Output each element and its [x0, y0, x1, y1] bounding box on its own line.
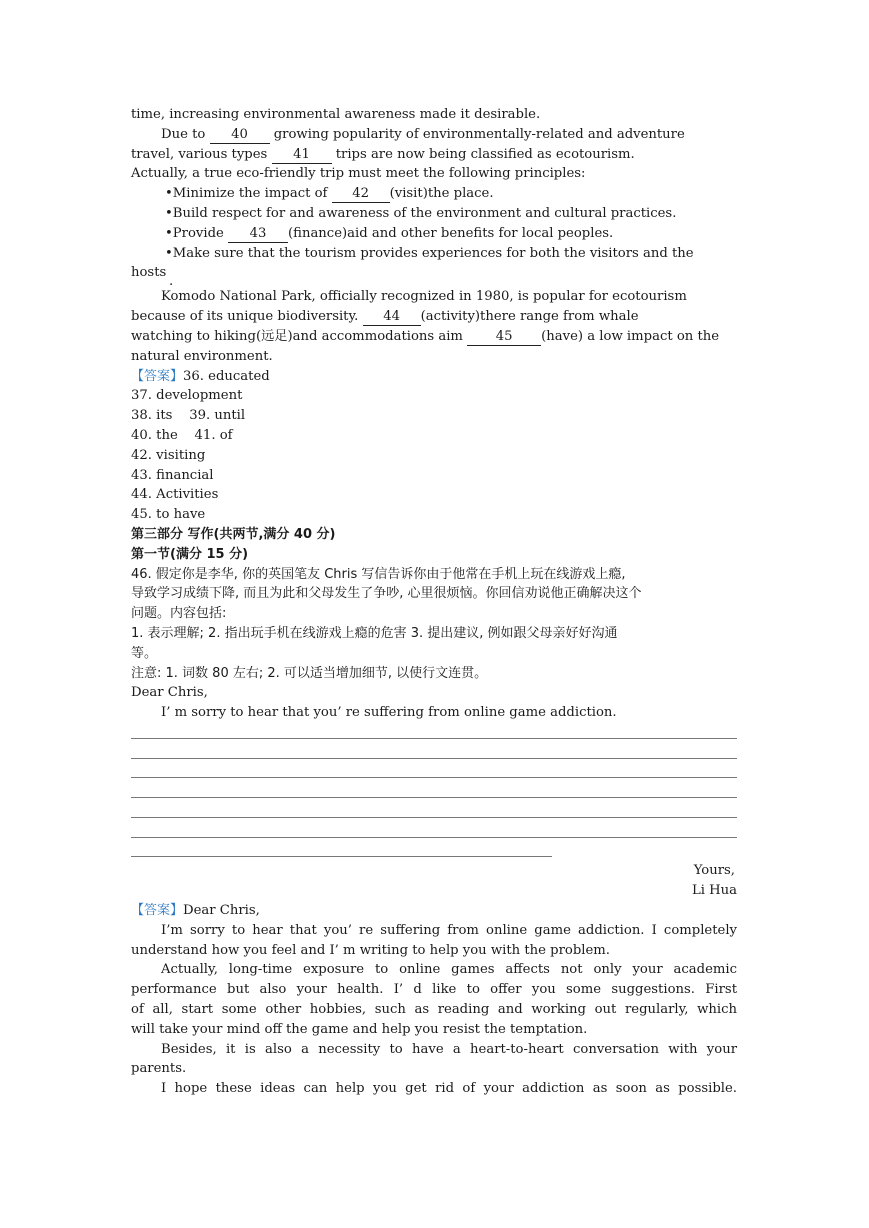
- answer-line: I’m sorry to hear that you’ re suffering from online game addiction. I completely: [161, 922, 737, 938]
- blank-43: 43: [228, 226, 288, 243]
- answer-line: will take your mind off the game and help you resist the temptation.: [131, 1021, 588, 1037]
- passage-dot: .: [169, 274, 174, 290]
- passage-line: travel, various types 41 trips are now being classified as ecotourism.: [131, 146, 635, 162]
- passage-line: watching to hiking(远足)and accommodations aim 45 (have) a low impact on the: [131, 328, 720, 344]
- principle-item: •Build respect for and awareness of the environment and cultural practices.: [165, 205, 677, 221]
- question-line: 46. 假定你是李华, 你的英国笔友 Chris 写信告诉你由于他常在手机上玩在线游戏上瘾,: [131, 566, 626, 582]
- answer-line: performance but also your health. I’ d like to offer you some suggestions. First: [131, 982, 737, 998]
- blank-40: 40: [210, 127, 270, 144]
- passage-line: Komodo National Park, officially recognized in 1980, is popular for ecotourism: [161, 289, 687, 305]
- answer-line: parents.: [131, 1061, 187, 1077]
- answer-tag: 【答案】: [131, 368, 184, 384]
- answer-line: 40. the 41. of: [131, 427, 233, 443]
- subsection-heading: 第一节(满分 15 分): [131, 546, 249, 562]
- answer-line: 42. visiting: [131, 447, 206, 463]
- answer-line: understand how you feel and I’ m writing to help you with the problem.: [131, 942, 610, 958]
- blank-41: 41: [272, 147, 332, 164]
- section-heading: 第三部分 写作(共两节,满分 40 分): [131, 526, 336, 542]
- answer-line: I hope these ideas can help you get rid of your addiction as soon as possible.: [161, 1081, 737, 1097]
- answer-line: Actually, long-time exposure to online games affects not only your academic: [161, 962, 737, 978]
- blank-45: 45: [467, 329, 541, 346]
- principle-item: •Minimize the impact of 42 (visit)the place.: [165, 186, 494, 202]
- writing-line: [131, 782, 737, 802]
- blank-42: 42: [332, 186, 390, 203]
- writing-line: [131, 743, 737, 763]
- answer-tag: 【答案】: [131, 903, 184, 919]
- passage-line: time, increasing environmental awareness made it desirable.: [131, 107, 541, 122]
- passage-line: Actually, a true eco-friendly trip must meet the following principles:: [131, 166, 586, 182]
- passage-line: natural environment.: [131, 348, 273, 364]
- writing-line: [131, 802, 737, 822]
- answer-line: 【答案】36. educated: [131, 368, 270, 384]
- answer-line: 【答案】Dear Chris,: [131, 903, 260, 919]
- question-line: 问题。内容包括:: [131, 606, 227, 622]
- question-line: 等。: [131, 645, 158, 661]
- letter-opening: I’ m sorry to hear that you’ re suffering from online game addiction.: [161, 705, 617, 721]
- answer-line: 43. financial: [131, 467, 214, 483]
- note-line: 注意: 1. 词数 80 左右; 2. 可以适当增加细节, 以使行文连贯。: [131, 665, 488, 681]
- answer-line: Besides, it is also a necessity to have a heart-to-heart conversation with your: [161, 1041, 737, 1057]
- answer-line: 38. its 39. until: [131, 408, 246, 424]
- writing-line: [131, 763, 737, 783]
- answer-line: 37. development: [131, 388, 243, 404]
- passage-line: because of its unique biodiversity. 44 (activity)there range from whale: [131, 309, 639, 325]
- blank-44: 44: [363, 309, 421, 326]
- principle-item: •Make sure that the tourism provides experiences for both the visitors and the: [165, 245, 694, 261]
- writing-line: [131, 723, 737, 743]
- answer-line: of all, start some other hobbies, such as reading and working out regularly, which: [131, 1002, 737, 1018]
- question-line: 导致学习成绩下降, 而且为此和父母发生了争吵, 心里很烦恼。你回信劝说他正确解决这个: [131, 586, 642, 602]
- writing-line: [131, 842, 737, 862]
- letter-closing: Yours,: [693, 863, 735, 879]
- principle-item: •Provide 43 (finance)aid and other benefits for local peoples.: [165, 225, 614, 241]
- passage-line: hosts: [131, 265, 167, 281]
- writing-line: [131, 822, 737, 842]
- answer-line: 45. to have: [131, 507, 206, 523]
- letter-greeting: Dear Chris,: [131, 685, 208, 701]
- letter-signature: Li Hua: [691, 883, 737, 899]
- document-page: [131, 105, 737, 1099]
- answer-line: 44. Activities: [131, 487, 219, 503]
- passage-line: Due to 40 growing popularity of environmentally-related and adventure: [161, 126, 685, 142]
- question-line: 1. 表示理解; 2. 指出玩手机在线游戏上瘾的危害 3. 提出建议, 例如跟父母亲好好沟通: [131, 625, 618, 641]
